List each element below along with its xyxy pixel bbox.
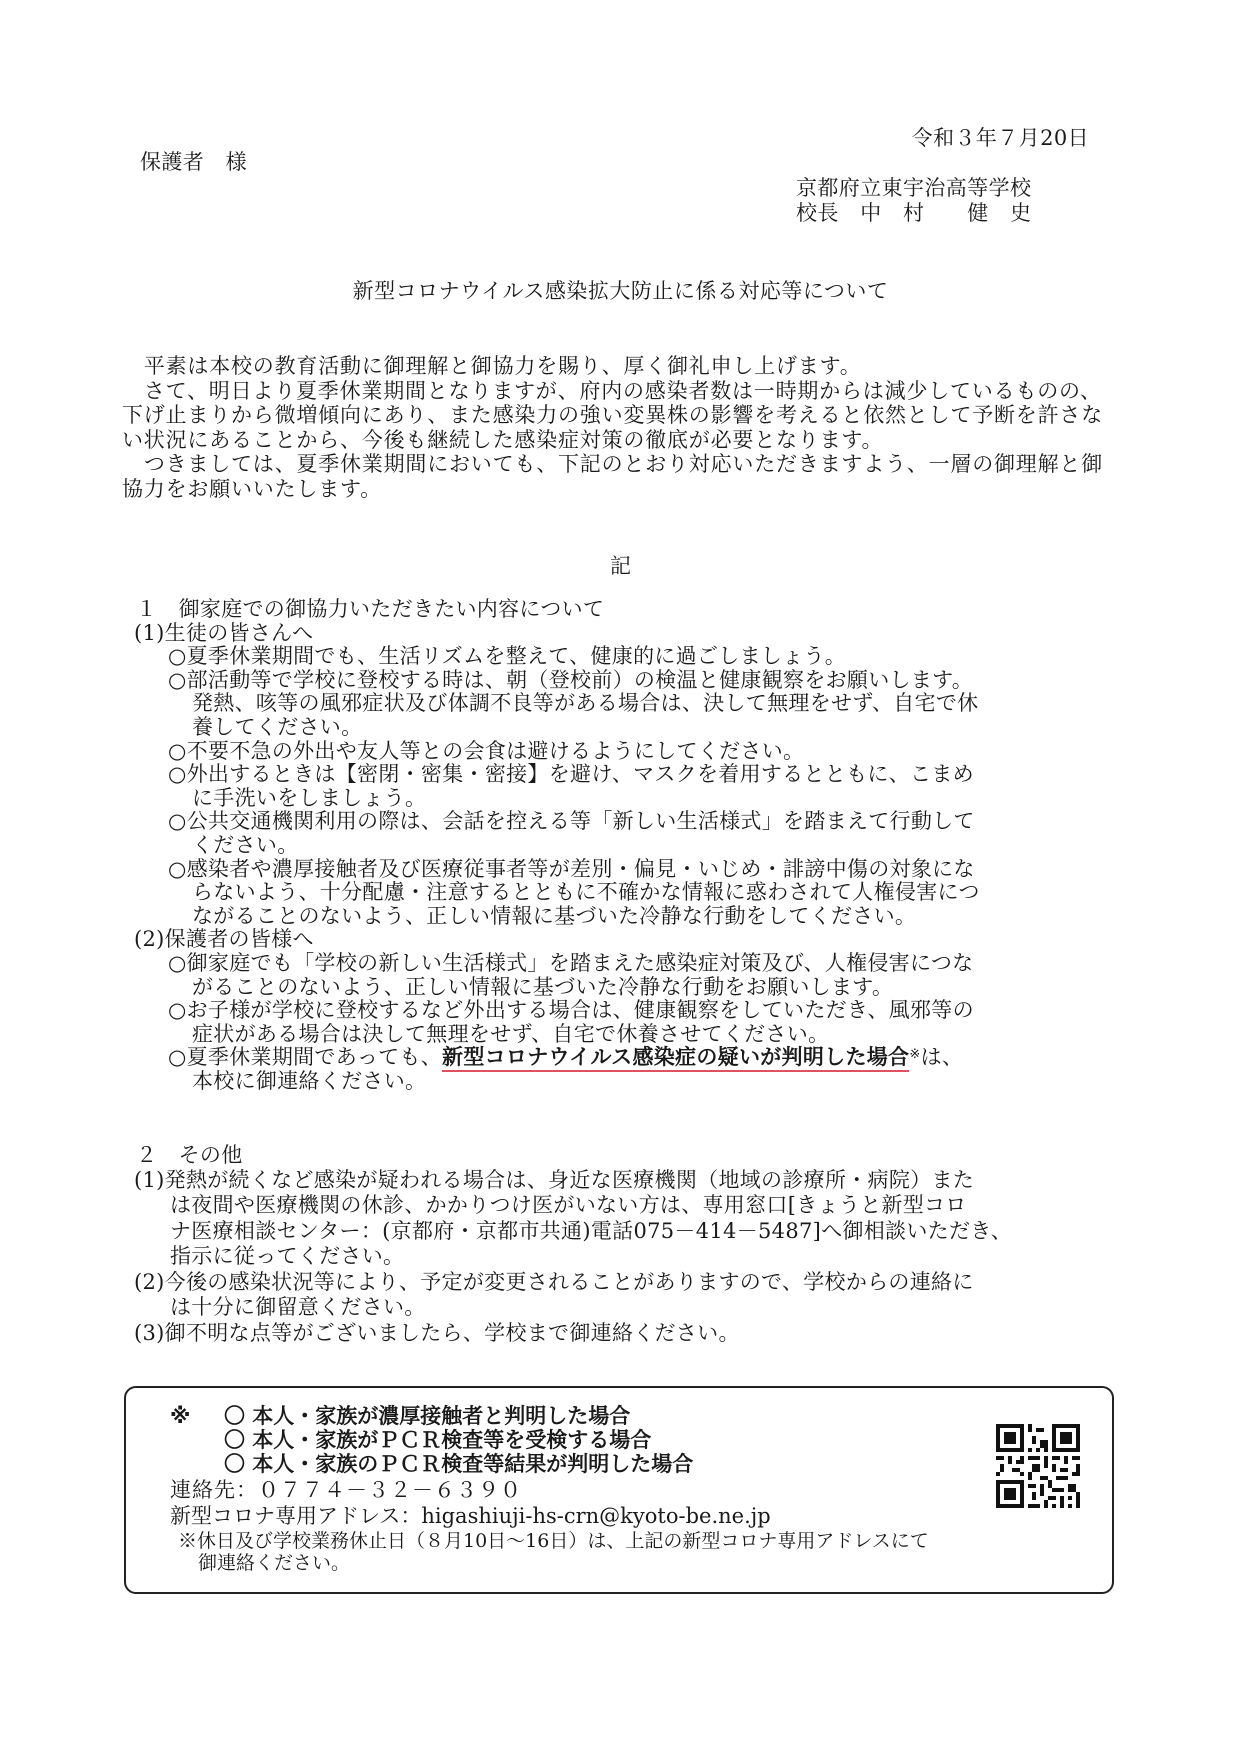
holiday-note-cont: 御連絡ください。 [198, 1552, 351, 1574]
notice-case: 〇 本人・家族が濃厚接触者と判明した場合 [224, 1404, 631, 1428]
list-item: ○お子様が学校に登校するなど外出する場合は、健康観察をしていただき、風邪等の 症状がある場合は決して無理をせず、自宅で休養させてください。 [168, 998, 974, 1046]
notice-case: 〇 本人・家族がＰＣＲ検査等を受検する場合 [224, 1428, 652, 1452]
list-item: ○公共交通機関利用の際は、会話を控える等「新しい生活様式」を踏まえて行動して ください。 [168, 809, 975, 857]
issue-date: 令和３年７月20日 [911, 126, 1089, 150]
section-1 [122, 598, 1122, 1093]
footnote-mark: ※ [909, 1047, 921, 1063]
list-item: ○外出するときは【密閉・密集・密接】を避け、マスクを着用するとともに、こまめ に手洗いをしましょう。 [168, 762, 974, 810]
section-2 [122, 1144, 1122, 1346]
list-item: ○感染者や濃厚接触者及び医療従事者等が差別・偏見・いじめ・誹謗中傷の対象にな らないよう、十分配慮・注意するとともに不確かな情報に惑わされて人権侵害につ ながることのないよう、正しい情報に基づいた冷静な行動をしてください。 [168, 856, 980, 928]
list-item: ○御家庭でも「学校の新しい生活様式」を踏まえた感染症対策及び、人権侵害につな がることのないよう、正しい情報に基づいた冷静な行動をお願いします。 [168, 950, 974, 999]
intro-paragraph: つきましては、夏季休業期間においても、下記のとおり対応いただきますよう、一層の御理解と御協力をお願いいたします。 [122, 452, 1104, 501]
principal-name: 校長 中 村 健 史 [796, 201, 1032, 225]
document-title: 新型コロナウイルス感染拡大防止に係る対応等について [352, 279, 889, 303]
list-item: (2)今後の感染状況等により、予定が変更されることがありますので、学校からの連絡に は十分に御留意ください。 [134, 1269, 974, 1320]
section-heading: ２ その他 [136, 1143, 243, 1167]
intro-paragraph: 平素は本校の教育活動に御理解と御協力を賜り、厚く御礼申し上げます。 [143, 354, 862, 378]
notice-mark: ※ [170, 1404, 191, 1428]
list-item: ○部活動等で学校に登校する時は、朝（登校前）の検温と健康観察をお願いします。 発熱、咳等の風邪症状及び体調不良等がある場合は、決して無理をせず、自宅で休 養してください。 [168, 667, 979, 739]
contact-notice-box [124, 1386, 1114, 1594]
list-item: (3)御不明な点等がございましたら、学校まで御連絡ください。 [134, 1320, 740, 1345]
list-item: ○夏季休業期間でも、生活リズムを整えて、健康的に過ごしましょう。 [168, 644, 847, 669]
school-name: 京都府立東宇治高等学校 [796, 176, 1032, 200]
notice-case: 〇 本人・家族のＰＣＲ検査等結果が判明した場合 [224, 1452, 694, 1476]
intro-paragraph: さて、明日より夏季休業期間となりますが、府内の感染者数は一時期からは減少しているものの、下げ止まりから微増傾向にあり、また感染力の強い変異株の影響を考えると依然として予断を許さない状況にあることから、今後も継続した感染症対策の徹底が必要となります。 [122, 378, 1103, 452]
list-item: ○不要不急の外出や友人等との会食は避けるようにしてください。 [168, 738, 805, 763]
contact-email: 新型コロナ専用アドレス：higashiuji-hs-crn@kyoto-be.ne.jp [170, 1504, 771, 1528]
intro-body [122, 354, 1122, 502]
highlighted-phrase: 新型コロナウイルス感染症の疑いが判明した場合 [442, 1045, 909, 1072]
section-heading: １ 御家庭での御協力いただきたい内容について [136, 597, 605, 621]
sender-block [796, 176, 1031, 226]
holiday-note: ※休日及び学校業務休止日（８月10日～16日）は、上記の新型コロナ専用アドレスにて [178, 1530, 929, 1552]
recipient-line: 保護者 様 [140, 150, 247, 174]
ki-heading: 記 [610, 554, 631, 578]
list-item: ○夏季休業期間であっても、新型コロナウイルス感染症の疑いが判明した場合※は、 本校に御連絡ください。 [168, 1045, 964, 1093]
subsection-heading: (1)生徒の皆さんへ [134, 620, 314, 645]
qr-code-icon [996, 1424, 1080, 1508]
contact-phone: 連絡先：０７７４－３２－６３９０ [170, 1478, 522, 1502]
list-item: (1)発熱が続くなど感染が疑われる場合は、身近な医療機関（地域の診療所・病院）また は夜間や医療機関の休診、かかりつけ医がいない方は、専用窓口[きょうと新型コロ ナ医療相談センター：(京都府・京都市共通)電話075－414－5487]へ御相談いただき、 指示に従ってください。 [134, 1167, 1013, 1269]
subsection-heading: (2)保護者の皆様へ [134, 927, 314, 952]
